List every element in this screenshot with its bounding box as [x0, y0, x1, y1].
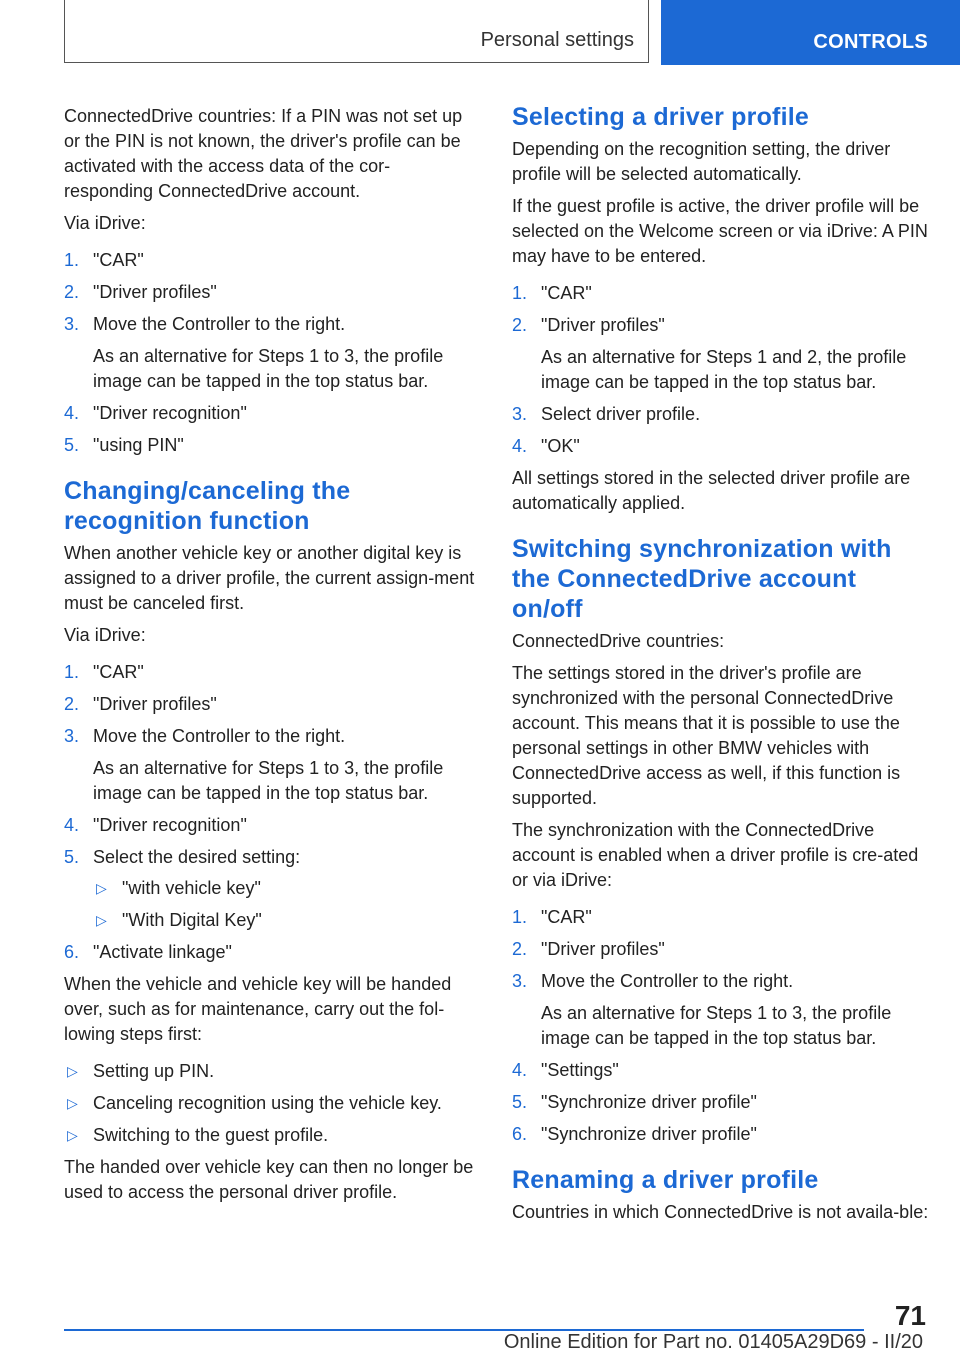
step-text: "Activate linkage" — [93, 942, 232, 962]
step-text: Move the Controller to the right. — [541, 971, 794, 991]
step-number: 6. — [512, 1124, 528, 1144]
page-header — [0, 0, 960, 66]
step-text: "Settings" — [541, 1060, 619, 1080]
paragraph: Via iDrive: — [64, 213, 146, 233]
step-text: Select the desired setting: — [93, 847, 301, 867]
section-heading: Switching synchronization with the ConnectedDrive account on/off — [512, 535, 892, 623]
triangle-right-icon: ▷ — [67, 1063, 78, 1079]
paragraph: The handed over vehicle key can then no longer be used to access the personal driver profile. — [64, 1157, 474, 1202]
step-number: 4. — [64, 403, 80, 423]
triangle-right-icon: ▷ — [96, 880, 107, 896]
step-text: "Driver profiles" — [93, 694, 217, 714]
steps-list — [512, 905, 930, 1147]
list-item — [64, 1091, 476, 1116]
list-item — [64, 401, 476, 426]
step-number: 3. — [512, 971, 528, 991]
step-number: 1. — [512, 907, 528, 927]
list-item — [64, 1123, 476, 1148]
chapter-title: CONTROLS — [813, 31, 928, 53]
paragraph: If the guest profile is active, the driver profile will be selected on the Welcome screen or via iDrive: A PIN may have to be entered. — [512, 196, 928, 266]
list-item — [512, 1090, 930, 1115]
step-text: "Driver profiles" — [541, 939, 665, 959]
list-item — [64, 248, 476, 273]
list-item — [93, 908, 476, 933]
step-number: 4. — [64, 815, 80, 835]
step-number: 4. — [512, 1060, 528, 1080]
step-number: 5. — [512, 1092, 528, 1112]
list-item — [64, 845, 476, 933]
list-item — [64, 724, 476, 806]
list-item — [512, 313, 930, 395]
triangle-right-icon: ▷ — [67, 1127, 78, 1143]
step-text: Select driver profile. — [541, 404, 701, 424]
step-number: 5. — [64, 847, 80, 867]
list-item — [512, 1122, 930, 1147]
paragraph: Depending on the recognition setting, the driver profile will be selected automatically. — [512, 139, 891, 184]
footer-edition: Online Edition for Part no. 01405A29D69 - II/20 — [503, 1331, 923, 1353]
step-text: "CAR" — [93, 662, 144, 682]
step-text: "Driver recognition" — [93, 403, 247, 423]
paragraph: The synchronization with the ConnectedDrive account is enabled when a driver profile is cre‐ated or via iDrive: — [512, 820, 919, 890]
list-item — [64, 433, 476, 458]
step-number: 1. — [64, 662, 80, 682]
step-note: As an alternative for Steps 1 to 3, the profile image can be tapped in the top status bar. — [541, 1003, 892, 1048]
paragraph: All settings stored in the selected driver profile are automatically applied. — [512, 468, 911, 513]
step-text: "Synchronize driver profile" — [541, 1092, 757, 1112]
step-number: 1. — [64, 250, 80, 270]
list-item — [64, 312, 476, 394]
step-text: Move the Controller to the right. — [93, 726, 346, 746]
step-number: 2. — [64, 694, 80, 714]
option-text: "with vehicle key" — [122, 878, 261, 898]
section-heading: Selecting a driver profile — [512, 103, 809, 131]
paragraph: Countries in which ConnectedDrive is not availa‐ble: — [512, 1202, 929, 1222]
list-item — [64, 280, 476, 305]
step-text: "CAR" — [93, 250, 144, 270]
bullet-list — [64, 1059, 476, 1148]
step-number: 6. — [64, 942, 80, 962]
step-number: 1. — [512, 283, 528, 303]
list-item — [64, 813, 476, 838]
step-text: "Driver profiles" — [541, 315, 665, 335]
section-heading: Renaming a driver profile — [512, 1166, 819, 1194]
list-item — [64, 660, 476, 685]
step-number: 2. — [512, 939, 528, 959]
list-item — [64, 940, 476, 965]
step-text: "CAR" — [541, 907, 592, 927]
paragraph: The settings stored in the driver's profile are synchronized with the personal ConnectedDrive account. This means that it is possible to use the personal settings in other BMW vehicles with ConnectedDrive access as well, if this function is supported. — [512, 663, 901, 808]
steps-list — [64, 660, 476, 965]
step-note: As an alternative for Steps 1 and 2, the profile image can be tapped in the top status bar. — [541, 347, 907, 392]
paragraph: Via iDrive: — [64, 625, 146, 645]
bullet-text: Canceling recognition using the vehicle key. — [93, 1093, 442, 1113]
list-item — [512, 281, 930, 306]
list-item — [512, 905, 930, 930]
step-number: 4. — [512, 436, 528, 456]
step-text: Move the Controller to the right. — [93, 314, 346, 334]
chapter-tab[interactable] — [661, 0, 960, 65]
steps-list — [64, 248, 476, 458]
step-text: "Driver recognition" — [93, 815, 247, 835]
bullet-text: Switching to the guest profile. — [93, 1125, 329, 1145]
step-text: "OK" — [541, 436, 580, 456]
triangle-right-icon: ▷ — [67, 1095, 78, 1111]
step-number: 3. — [64, 726, 80, 746]
step-number: 3. — [512, 404, 528, 424]
left-column — [64, 104, 476, 1212]
steps-list — [512, 281, 930, 459]
step-number: 2. — [64, 282, 80, 302]
paragraph: When another vehicle key or another digital key is assigned to a driver profile, the current assign‐ment must be canceled first. — [64, 543, 475, 613]
list-item — [93, 876, 476, 901]
step-number: 3. — [64, 314, 80, 334]
list-item — [512, 402, 930, 427]
step-number: 2. — [512, 315, 528, 335]
paragraph: When the vehicle and vehicle key will be handed over, such as for maintenance, carry out the fol‐lowing steps first: — [64, 974, 452, 1044]
section-title: Personal settings — [480, 29, 634, 51]
step-text: "Synchronize driver profile" — [541, 1124, 757, 1144]
list-item — [512, 434, 930, 459]
section-heading: Changing/canceling the recognition function — [64, 477, 351, 535]
list-item — [64, 1059, 476, 1084]
list-item — [512, 937, 930, 962]
section-title-box — [64, 0, 649, 63]
option-text: "With Digital Key" — [122, 910, 262, 930]
triangle-right-icon: ▷ — [96, 912, 107, 928]
step-text: "CAR" — [541, 283, 592, 303]
step-number: 5. — [64, 435, 80, 455]
step-note: As an alternative for Steps 1 to 3, the profile image can be tapped in the top status bar. — [93, 758, 444, 803]
step-text: "Driver profiles" — [93, 282, 217, 302]
paragraph: ConnectedDrive countries: — [512, 631, 725, 651]
step-note: As an alternative for Steps 1 to 3, the profile image can be tapped in the top status bar. — [93, 346, 444, 391]
list-item — [64, 692, 476, 717]
step-text: "using PIN" — [93, 435, 184, 455]
list-item — [512, 1058, 930, 1083]
right-column — [512, 102, 930, 1232]
list-item — [512, 969, 930, 1051]
page-number: 71 — [894, 1300, 926, 1331]
paragraph: ConnectedDrive countries: If a PIN was not set up or the PIN is not known, the driver's profile can be activated with the access data of the cor‐responding ConnectedDrive account. — [64, 106, 463, 201]
options-list — [93, 876, 476, 933]
bullet-text: Setting up PIN. — [93, 1061, 215, 1081]
